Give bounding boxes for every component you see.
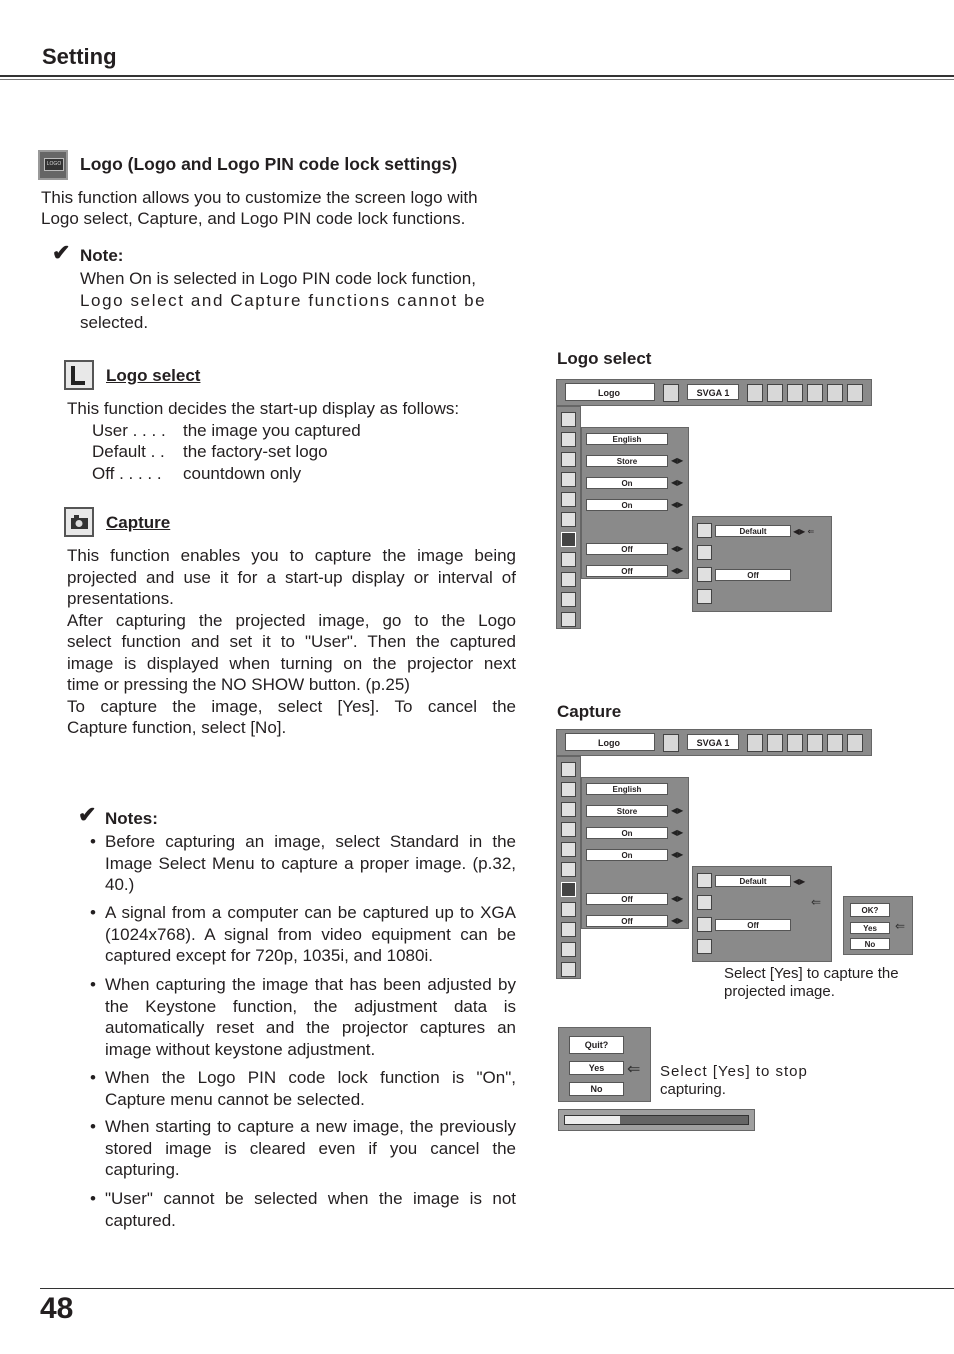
note-line3: selected. [80,313,149,332]
left-right-arrow-icon: ◀▶ [671,828,684,837]
osd-field: Logo [565,733,655,751]
capture-heading: Capture [106,513,171,532]
display-icon [747,734,763,752]
keystone-icon [561,822,576,837]
setting-icon [787,384,803,402]
capture-icon [697,545,712,560]
osd-row: On [586,499,668,511]
edit-icon [847,384,863,402]
quit-dialog [558,1027,651,1102]
note-item-text: "User" cannot be selected when the image is not captured. [105,1189,516,1230]
option-key-off: Off . . . . . [92,464,162,483]
logo-select-heading: Logo select [106,366,201,385]
down-arrow-icon [561,942,576,957]
figure-title-capture: Capture [557,702,622,721]
note-line2: Logo select and Capture functions cannot be [80,291,487,310]
left-right-arrow-icon: ◀▶ [671,894,684,903]
note-item-text: Before capturing an image, select Standard in the Image Select Menu to capture a proper image. (p.32, 40.) [105,832,516,894]
no-button[interactable]: No [569,1082,624,1096]
monitor-icon [561,922,576,937]
pointer-arrow-icon: ⇐ [895,919,906,933]
option-key-user: User . . . . [92,421,166,440]
capture-progress-bar [558,1109,755,1131]
edit-icon [847,734,863,752]
capture-text [67,545,516,739]
capture-line: Capture function, select [No]. [67,718,287,737]
monitor-icon [827,384,843,402]
exit-icon [697,939,712,954]
left-right-arrow-icon: ◀▶ [671,544,684,553]
footer-rule [40,1288,954,1289]
color-icon [767,384,783,402]
pin-lock-icon [697,917,712,932]
no-button[interactable]: No [850,938,890,950]
quit-caption-line1: Select [Yes] to stop [660,1063,808,1080]
note-item-text: When the Logo PIN code lock function is "On", Capture menu cannot be selected. [105,1068,516,1109]
dialog-question: OK? [850,903,890,917]
screen2-icon [561,902,576,917]
note-item-text: When starting to capture a new image, the previously stored image is cleared even if you cancel the capturing. [105,1117,516,1179]
left-right-arrow-icon: ◀▶ [793,877,806,886]
option-desc-user: the image you captured [183,421,361,440]
capture-line: select function and set it to "User". Then the captured [67,632,516,651]
section-title: Setting [42,44,117,69]
pointer-arrow-icon: ⇐ [627,1061,641,1078]
header-rule-thin [0,79,954,80]
note-item: • When capturing the image that has been adjusted by the Keystone function, the adjustment data is automatically reset and the projector captures an image without keystone adjustment. [90,975,516,1059]
screen2-icon [561,552,576,567]
left-right-arrow-icon: ◀▶ [671,850,684,859]
figure-title-logo-select: Logo select [557,349,652,368]
monitor-icon [561,572,576,587]
image-icon [663,384,679,402]
header-rule [0,75,954,77]
logo-menu-icon [38,150,68,180]
logo-icon-label: LOGO [44,158,64,171]
capture-line: projected and use it for a start-up display or interval of [67,567,516,587]
notes-label: Notes: [105,809,158,828]
osd-row: Off [586,543,668,555]
osd-sub-row: Off [715,569,791,581]
blank-icon [561,512,576,527]
display-icon [747,384,763,402]
down-arrow-icon [561,592,576,607]
capture-caption-line2: projected image. [724,983,835,1000]
screen-icon [561,492,576,507]
pointer-arrow-icon: ⇐ [811,895,822,909]
info-icon [807,384,823,402]
osd-menu-capture [556,729,872,979]
osd-sub-row: Default [715,525,791,537]
osd-sub-panel [692,516,832,612]
note-item-text: A signal from a computer can be captured up to XGA (1024x768). A signal from video equipment can be captured except for 720p, 1035i, and 1080i. [105,903,516,965]
exit-icon [561,962,576,977]
up-arrow-icon [561,412,576,427]
left-right-arrow-icon: ◀▶ [671,478,684,487]
dialog-question: Quit? [569,1036,624,1054]
background-icon [561,532,576,547]
image-icon [663,734,679,752]
left-right-arrow-icon: ◀▶ [671,916,684,925]
confirm-dialog [843,896,913,955]
logo-intro-line1: This function allows you to customize the screen logo with [41,188,478,207]
osd-row: On [586,849,668,861]
left-right-arrow-icon: ◀▶ ⇐ [793,527,815,536]
info-icon [807,734,823,752]
progress-fill [565,1116,620,1124]
progress-track [564,1115,749,1125]
note-item: • When starting to capture a new image, the previously stored image is cleared even if you cancel the capturing. [90,1117,516,1179]
osd-top-bar [556,379,872,406]
logo-heading: Logo (Logo and Logo PIN code lock settings) [80,154,458,174]
pin-lock-icon [697,567,712,582]
osd-row: Off [586,565,668,577]
osd-menu-logo-select [556,379,872,629]
capture-caption-line1: Select [Yes] to capture the [724,965,899,982]
checkmark-icon: ✔ [78,802,97,827]
osd-field: Logo [565,383,655,401]
osd-sub-row: Default [715,875,791,887]
capture-line: image is displayed when turning on the projector next [67,653,516,673]
exit-icon [697,589,712,604]
osd-row: Off [586,915,668,927]
osd-side-bar [556,756,581,979]
screen-icon [561,842,576,857]
capture-icon [697,895,712,910]
note-item: • A signal from a computer can be captured up to XGA (1024x768). A signal from video equipment can be captured except for 720p, 1035i, and 1080i. [90,903,516,965]
monitor-icon [827,734,843,752]
logo-select-icon [697,873,712,888]
logo-intro-line2: Logo select, Capture, and Logo PIN code lock functions. [41,209,466,228]
osd-signal: SVGA 1 [687,734,739,750]
disc-icon [561,432,576,447]
capture-line: This function enables you to capture the image being [67,546,516,565]
osd-row: English [586,783,668,795]
color-icon [767,734,783,752]
logo-select-intro: This function decides the start-up display as follows: [67,399,460,418]
osd-row: On [586,827,668,839]
osd-row: Store [586,805,668,817]
option-desc-default: the factory-set logo [183,442,328,461]
left-right-arrow-icon: ◀▶ [671,500,684,509]
exit-icon [561,612,576,627]
left-right-arrow-icon: ◀▶ [671,456,684,465]
capture-line: To capture the image, select [Yes]. To cancel the [67,696,516,716]
note-item: • When the Logo PIN code lock function is "On", Capture menu cannot be selected. [90,1068,516,1109]
osd-side-bar [556,406,581,629]
up-arrow-icon [561,762,576,777]
background-icon [561,882,576,897]
capture-icon [64,507,94,537]
disc-icon [561,782,576,797]
quit-caption-line2: capturing. [660,1081,726,1098]
capture-line: After capturing the projected image, go to the Logo [67,610,516,630]
osd-row: English [586,433,668,445]
osd-row: Store [586,455,668,467]
capture-line: time or pressing the NO SHOW button. (p.25) [67,675,410,694]
yes-button[interactable]: Yes [569,1061,624,1075]
page-number: 48 [40,1292,74,1325]
yes-button[interactable]: Yes [850,922,890,934]
logo-select-icon [697,523,712,538]
left-right-arrow-icon: ◀▶ [671,806,684,815]
note-item: • Before capturing an image, select Standard in the Image Select Menu to capture a proper image. (p.32, 40.) [90,832,516,894]
osd-row: On [586,477,668,489]
osd-signal: SVGA 1 [687,384,739,400]
option-key-default: Default . . [92,442,165,461]
blank-icon [561,862,576,877]
note-line1: When On is selected in Logo PIN code lock function, [80,269,476,288]
capture-line: presentations. [67,589,174,608]
note-item: • "User" cannot be selected when the image is not captured. [90,1189,516,1230]
option-desc-off: countdown only [183,464,302,483]
osd-sub-row: Off [715,919,791,931]
note-item-text: When capturing the image that has been adjusted by the Keystone function, the adjustment data is automatically reset and the projector captures an image without keystone adjustment. [105,975,516,1059]
osd-main-panel [581,777,689,929]
osd-main-panel [581,427,689,579]
checkmark-icon: ✔ [52,240,71,265]
note-label: Note: [80,246,124,265]
osd-row: Off [586,893,668,905]
left-right-arrow-icon: ◀▶ [671,566,684,575]
osd-sub-panel [692,866,832,962]
osd-top-bar [556,729,872,756]
input-icon [561,452,576,467]
input-icon [561,802,576,817]
keystone-icon [561,472,576,487]
logo-select-icon [64,360,94,390]
setting-icon [787,734,803,752]
